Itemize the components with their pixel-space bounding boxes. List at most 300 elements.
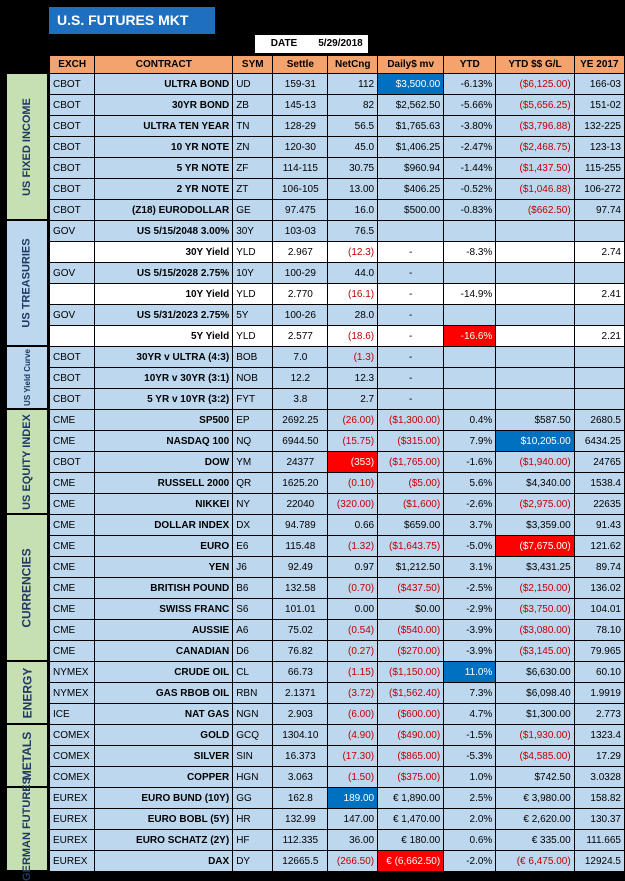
cell-contract: SWISS FRANC	[95, 599, 233, 620]
cell-contract: 5 YR v 10YR (3:2)	[95, 389, 233, 410]
cell-ytd: 4.7%	[444, 704, 496, 725]
cell-ye-2017: 1.9919	[574, 683, 624, 704]
cell-ye-2017: 111.665	[574, 830, 624, 851]
table-row	[50, 74, 625, 95]
table-row	[50, 809, 625, 830]
cell-settle: 112.335	[273, 830, 328, 851]
cell-contract: 30Y Yield	[95, 242, 233, 263]
cell-ytd-gl: € 3,980.00	[496, 788, 574, 809]
page-title: U.S. FUTURES MKT	[49, 7, 215, 34]
section-label-text: US Yield Curve	[22, 349, 32, 406]
table-row	[50, 830, 625, 851]
cell-ye-2017: 158.82	[574, 788, 624, 809]
cell-netcng: (4.90)	[328, 725, 378, 746]
cell-exch: CME	[50, 494, 95, 515]
cell-daily-mv: $2,562.50	[378, 95, 444, 116]
cell-ytd: -3.80%	[444, 116, 496, 137]
cell-exch: CBOT	[50, 200, 95, 221]
cell-ye-2017	[574, 221, 624, 242]
cell-ytd: -5.0%	[444, 536, 496, 557]
header-row	[50, 56, 625, 74]
cell-ytd: -5.3%	[444, 746, 496, 767]
cell-daily-mv: ($600.00)	[378, 704, 444, 725]
cell-ytd: -0.83%	[444, 200, 496, 221]
cell-sym: SIN	[233, 746, 273, 767]
cell-netcng: 56.5	[328, 116, 378, 137]
cell-daily-mv: $1,765.63	[378, 116, 444, 137]
cell-ytd-gl	[496, 368, 574, 389]
cell-exch: CBOT	[50, 158, 95, 179]
cell-sym: FYT	[233, 389, 273, 410]
cell-exch	[50, 326, 95, 347]
cell-settle: 2.903	[273, 704, 328, 725]
cell-netcng: 112	[328, 74, 378, 95]
cell-netcng: (1.50)	[328, 767, 378, 788]
cell-netcng: (266.50)	[328, 851, 378, 872]
cell-exch: CME	[50, 557, 95, 578]
cell-ytd-gl: $3,431.25	[496, 557, 574, 578]
cell-contract: ULTRA BOND	[95, 74, 233, 95]
cell-netcng: 2.7	[328, 389, 378, 410]
table-row	[50, 599, 625, 620]
cell-exch: CME	[50, 599, 95, 620]
cell-ytd-gl: € 2,620.00	[496, 809, 574, 830]
cell-ye-2017: 166-03	[574, 74, 624, 95]
cell-exch: CME	[50, 578, 95, 599]
table-row	[50, 746, 625, 767]
cell-exch	[50, 284, 95, 305]
cell-ytd-gl	[496, 221, 574, 242]
cell-daily-mv: -	[378, 284, 444, 305]
cell-exch: CBOT	[50, 116, 95, 137]
cell-ytd-gl	[496, 284, 574, 305]
cell-settle: 3.063	[273, 767, 328, 788]
cell-contract: 2 YR NOTE	[95, 179, 233, 200]
cell-ytd-gl: ($1,940.00)	[496, 452, 574, 473]
cell-ytd	[444, 389, 496, 410]
cell-ytd: 7.3%	[444, 683, 496, 704]
cell-exch: CBOT	[50, 95, 95, 116]
cell-sym: NQ	[233, 431, 273, 452]
cell-netcng: 0.00	[328, 599, 378, 620]
table-row	[50, 284, 625, 305]
cell-ytd-gl	[496, 326, 574, 347]
cell-daily-mv: -	[378, 305, 444, 326]
cell-sym: YLD	[233, 326, 273, 347]
section-label	[7, 662, 47, 723]
cell-exch: CBOT	[50, 347, 95, 368]
cell-exch: CME	[50, 473, 95, 494]
cell-ytd: -2.47%	[444, 137, 496, 158]
cell-sym: NY	[233, 494, 273, 515]
cell-ytd-gl: ($2,150.00)	[496, 578, 574, 599]
cell-settle: 100-29	[273, 263, 328, 284]
cell-settle: 16.373	[273, 746, 328, 767]
cell-contract: EURO	[95, 536, 233, 557]
table-row	[50, 557, 625, 578]
cell-ytd-gl: ($1,437.50)	[496, 158, 574, 179]
cell-exch: CME	[50, 641, 95, 662]
table-row	[50, 662, 625, 683]
cell-contract: SILVER	[95, 746, 233, 767]
cell-ye-2017: 2.41	[574, 284, 624, 305]
cell-sym: A6	[233, 620, 273, 641]
table-row	[50, 788, 625, 809]
cell-contract: ULTRA TEN YEAR	[95, 116, 233, 137]
cell-contract: GOLD	[95, 725, 233, 746]
cell-daily-mv: € 180.00	[378, 830, 444, 851]
cell-exch: GOV	[50, 263, 95, 284]
cell-ye-2017: 151-02	[574, 95, 624, 116]
cell-sym: E6	[233, 536, 273, 557]
cell-contract: NAT GAS	[95, 704, 233, 725]
header-ytd: YTD	[444, 56, 496, 74]
cell-ytd: -1.6%	[444, 452, 496, 473]
cell-settle: 75.02	[273, 620, 328, 641]
table-row	[50, 95, 625, 116]
cell-exch: COMEX	[50, 725, 95, 746]
cell-sym: ZB	[233, 95, 273, 116]
cell-daily-mv: € (6,662.50)	[378, 851, 444, 872]
cell-sym: UD	[233, 74, 273, 95]
cell-ytd-gl: $6,098.40	[496, 683, 574, 704]
cell-ye-2017: 130.37	[574, 809, 624, 830]
cell-ytd-gl: $587.50	[496, 410, 574, 431]
cell-sym: QR	[233, 473, 273, 494]
cell-contract: (Z18) EURODOLLAR	[95, 200, 233, 221]
table-row	[50, 851, 625, 872]
cell-ytd-gl	[496, 347, 574, 368]
cell-contract: US 5/15/2028 2.75%	[95, 263, 233, 284]
cell-ytd-gl: (€ 6,475.00)	[496, 851, 574, 872]
cell-sym: B6	[233, 578, 273, 599]
cell-settle: 2.770	[273, 284, 328, 305]
cell-ytd	[444, 347, 496, 368]
cell-ytd-gl: € 335.00	[496, 830, 574, 851]
cell-exch: CME	[50, 515, 95, 536]
cell-exch: EUREX	[50, 830, 95, 851]
cell-ytd-gl: ($1,930.00)	[496, 725, 574, 746]
cell-contract: CRUDE OIL	[95, 662, 233, 683]
cell-ye-2017: 79.965	[574, 641, 624, 662]
cell-ye-2017: 121.62	[574, 536, 624, 557]
cell-ytd-gl: $4,340.00	[496, 473, 574, 494]
cell-settle: 2.577	[273, 326, 328, 347]
cell-contract: 10YR v 30YR (3:1)	[95, 368, 233, 389]
section-label-text: GERMAN FUTURES	[21, 777, 34, 881]
cell-contract: CANADIAN	[95, 641, 233, 662]
cell-ye-2017: 136.02	[574, 578, 624, 599]
table-row	[50, 368, 625, 389]
cell-ytd	[444, 368, 496, 389]
table-row	[50, 767, 625, 788]
cell-settle: 132.58	[273, 578, 328, 599]
cell-ytd: -14.9%	[444, 284, 496, 305]
section-label	[7, 74, 47, 219]
cell-netcng: (353)	[328, 452, 378, 473]
cell-daily-mv	[378, 221, 444, 242]
cell-contract: 5Y Yield	[95, 326, 233, 347]
section-label	[7, 410, 47, 513]
cell-sym: GCQ	[233, 725, 273, 746]
section-label-text: US TREASURIES	[21, 238, 33, 328]
cell-netcng: (12.3)	[328, 242, 378, 263]
cell-netcng: 36.00	[328, 830, 378, 851]
cell-contract: RUSSELL 2000	[95, 473, 233, 494]
cell-sym: BOB	[233, 347, 273, 368]
cell-netcng: 76.5	[328, 221, 378, 242]
cell-daily-mv: ($375.00)	[378, 767, 444, 788]
cell-daily-mv: -	[378, 263, 444, 284]
table-row	[50, 683, 625, 704]
header-ytd-gl: YTD $$ G/L	[496, 56, 574, 74]
cell-ytd-gl: ($662.50)	[496, 200, 574, 221]
cell-ytd: -1.5%	[444, 725, 496, 746]
cell-ye-2017: 12924.5	[574, 851, 624, 872]
cell-settle: 1625.20	[273, 473, 328, 494]
table-row	[50, 431, 625, 452]
table-row	[50, 641, 625, 662]
cell-ytd: -3.9%	[444, 641, 496, 662]
cell-daily-mv: € 1,470.00	[378, 809, 444, 830]
cell-settle: 66.73	[273, 662, 328, 683]
table-row	[50, 620, 625, 641]
cell-exch: CBOT	[50, 368, 95, 389]
cell-netcng: (0.10)	[328, 473, 378, 494]
section-label-text: CURRENCIES	[20, 547, 34, 628]
cell-netcng: (18.6)	[328, 326, 378, 347]
cell-contract: DOW	[95, 452, 233, 473]
cell-ytd-gl: $10,205.00	[496, 431, 574, 452]
cell-netcng: (6.00)	[328, 704, 378, 725]
cell-ye-2017: 24765	[574, 452, 624, 473]
cell-exch: ICE	[50, 704, 95, 725]
cell-contract: US 5/31/2023 2.75%	[95, 305, 233, 326]
cell-settle: 145-13	[273, 95, 328, 116]
cell-ytd: -1.44%	[444, 158, 496, 179]
table-row	[50, 704, 625, 725]
table-row	[50, 116, 625, 137]
cell-sym: GG	[233, 788, 273, 809]
cell-ye-2017: 3.0328	[574, 767, 624, 788]
cell-ytd-gl: ($6,125.00)	[496, 74, 574, 95]
cell-contract: DAX	[95, 851, 233, 872]
section-label	[7, 777, 47, 881]
table-row	[50, 305, 625, 326]
cell-settle: 159-31	[273, 74, 328, 95]
table-row	[50, 515, 625, 536]
cell-ytd-gl: ($2,468.75)	[496, 137, 574, 158]
cell-ytd	[444, 305, 496, 326]
cell-sym: HGN	[233, 767, 273, 788]
cell-netcng: 30.75	[328, 158, 378, 179]
cell-sym: HR	[233, 809, 273, 830]
cell-daily-mv: ($540.00)	[378, 620, 444, 641]
cell-ye-2017: 78.10	[574, 620, 624, 641]
cell-contract: AUSSIE	[95, 620, 233, 641]
cell-ye-2017: 1538.4	[574, 473, 624, 494]
cell-daily-mv: ($437.50)	[378, 578, 444, 599]
cell-settle: 128-29	[273, 116, 328, 137]
cell-exch: CME	[50, 620, 95, 641]
table-row	[50, 179, 625, 200]
cell-settle: 162.8	[273, 788, 328, 809]
cell-sym: 30Y	[233, 221, 273, 242]
date-label: DATE	[255, 35, 313, 53]
cell-contract: DOLLAR INDEX	[95, 515, 233, 536]
cell-ytd-gl: ($3,750.00)	[496, 599, 574, 620]
cell-settle: 24377	[273, 452, 328, 473]
cell-settle: 22040	[273, 494, 328, 515]
cell-contract: BRITISH POUND	[95, 578, 233, 599]
cell-sym: EP	[233, 410, 273, 431]
cell-exch: NYMEX	[50, 683, 95, 704]
cell-contract: COPPER	[95, 767, 233, 788]
cell-ytd: 5.6%	[444, 473, 496, 494]
cell-exch: EUREX	[50, 788, 95, 809]
cell-daily-mv: ($1,150.00)	[378, 662, 444, 683]
table-row	[50, 578, 625, 599]
cell-ye-2017: 2.74	[574, 242, 624, 263]
cell-sym: 10Y	[233, 263, 273, 284]
section-label-text: US EQUITY INDEX	[21, 413, 34, 510]
cell-daily-mv: -	[378, 347, 444, 368]
table-row	[50, 137, 625, 158]
cell-ytd: 3.1%	[444, 557, 496, 578]
cell-ye-2017: 60.10	[574, 662, 624, 683]
cell-sym: ZF	[233, 158, 273, 179]
cell-netcng: (1.32)	[328, 536, 378, 557]
cell-sym: DX	[233, 515, 273, 536]
cell-settle: 3.8	[273, 389, 328, 410]
cell-settle: 106-105	[273, 179, 328, 200]
cell-ytd-gl	[496, 242, 574, 263]
header-ye-2017: YE 2017	[574, 56, 624, 74]
cell-ytd: -2.6%	[444, 494, 496, 515]
table-row	[50, 410, 625, 431]
cell-ye-2017	[574, 263, 624, 284]
cell-ye-2017: 2.773	[574, 704, 624, 725]
cell-ye-2017: 22635	[574, 494, 624, 515]
cell-ye-2017	[574, 368, 624, 389]
cell-exch: CME	[50, 536, 95, 557]
cell-daily-mv: $960.94	[378, 158, 444, 179]
cell-ytd: 0.6%	[444, 830, 496, 851]
cell-netcng: 16.0	[328, 200, 378, 221]
cell-daily-mv: $1,212.50	[378, 557, 444, 578]
cell-ye-2017	[574, 347, 624, 368]
cell-settle: 100-26	[273, 305, 328, 326]
cell-settle: 2.967	[273, 242, 328, 263]
cell-netcng: 189.00	[328, 788, 378, 809]
table-row	[50, 200, 625, 221]
cell-ytd-gl: ($5,656.25)	[496, 95, 574, 116]
cell-netcng: 28.0	[328, 305, 378, 326]
cell-netcng: (17.30)	[328, 746, 378, 767]
cell-exch: CBOT	[50, 137, 95, 158]
cell-ytd: 11.0%	[444, 662, 496, 683]
cell-exch: COMEX	[50, 746, 95, 767]
cell-exch: COMEX	[50, 767, 95, 788]
cell-sym: TN	[233, 116, 273, 137]
header-exch: EXCH	[50, 56, 95, 74]
section-label	[7, 515, 47, 660]
cell-contract: GAS RBOB OIL	[95, 683, 233, 704]
cell-sym: NGN	[233, 704, 273, 725]
cell-settle: 76.82	[273, 641, 328, 662]
cell-contract: 10Y Yield	[95, 284, 233, 305]
cell-settle: 6944.50	[273, 431, 328, 452]
cell-sym: YLD	[233, 242, 273, 263]
cell-ytd-gl: $3,359.00	[496, 515, 574, 536]
cell-ye-2017	[574, 389, 624, 410]
cell-sym: CL	[233, 662, 273, 683]
cell-sym: DY	[233, 851, 273, 872]
cell-netcng: 13.00	[328, 179, 378, 200]
cell-ytd: -8.3%	[444, 242, 496, 263]
futures-table	[49, 55, 625, 872]
cell-ytd-gl	[496, 389, 574, 410]
cell-netcng: (0.27)	[328, 641, 378, 662]
cell-exch	[50, 242, 95, 263]
cell-ytd: -2.5%	[444, 578, 496, 599]
cell-contract: EURO SCHATZ (2Y)	[95, 830, 233, 851]
cell-ytd: -5.66%	[444, 95, 496, 116]
cell-daily-mv: $3,500.00	[378, 74, 444, 95]
cell-contract: US 5/15/2048 3.00%	[95, 221, 233, 242]
cell-settle: 12665.5	[273, 851, 328, 872]
cell-contract: EURO BUND (10Y)	[95, 788, 233, 809]
section-label	[7, 347, 47, 408]
cell-daily-mv: ($1,562.40)	[378, 683, 444, 704]
cell-sym: 5Y	[233, 305, 273, 326]
cell-contract: SP500	[95, 410, 233, 431]
cell-ytd-gl: ($3,796.88)	[496, 116, 574, 137]
cell-settle: 2692.25	[273, 410, 328, 431]
header-netcng: NetCng	[328, 56, 378, 74]
cell-sym: NOB	[233, 368, 273, 389]
cell-netcng: (0.70)	[328, 578, 378, 599]
cell-exch: NYMEX	[50, 662, 95, 683]
cell-ytd-gl: ($3,145.00)	[496, 641, 574, 662]
cell-daily-mv: -	[378, 242, 444, 263]
cell-netcng: 147.00	[328, 809, 378, 830]
table-row	[50, 452, 625, 473]
cell-daily-mv: ($1,600)	[378, 494, 444, 515]
cell-ytd: -2.0%	[444, 851, 496, 872]
cell-netcng: 82	[328, 95, 378, 116]
cell-contract: NIKKEI	[95, 494, 233, 515]
cell-daily-mv: $500.00	[378, 200, 444, 221]
cell-settle: 101.01	[273, 599, 328, 620]
cell-netcng: (26.00)	[328, 410, 378, 431]
cell-netcng: 44.0	[328, 263, 378, 284]
cell-settle: 12.2	[273, 368, 328, 389]
cell-ytd: 2.5%	[444, 788, 496, 809]
cell-netcng: (15.75)	[328, 431, 378, 452]
cell-settle: 103-03	[273, 221, 328, 242]
cell-ytd-gl: ($3,080.00)	[496, 620, 574, 641]
cell-ytd: 0.4%	[444, 410, 496, 431]
cell-exch: EUREX	[50, 851, 95, 872]
cell-contract: EURO BOBL (5Y)	[95, 809, 233, 830]
table-row	[50, 221, 625, 242]
cell-netcng: (3.72)	[328, 683, 378, 704]
cell-settle: 114-115	[273, 158, 328, 179]
table-row	[50, 242, 625, 263]
cell-ytd-gl: $6,630.00	[496, 662, 574, 683]
cell-ye-2017: 89.74	[574, 557, 624, 578]
